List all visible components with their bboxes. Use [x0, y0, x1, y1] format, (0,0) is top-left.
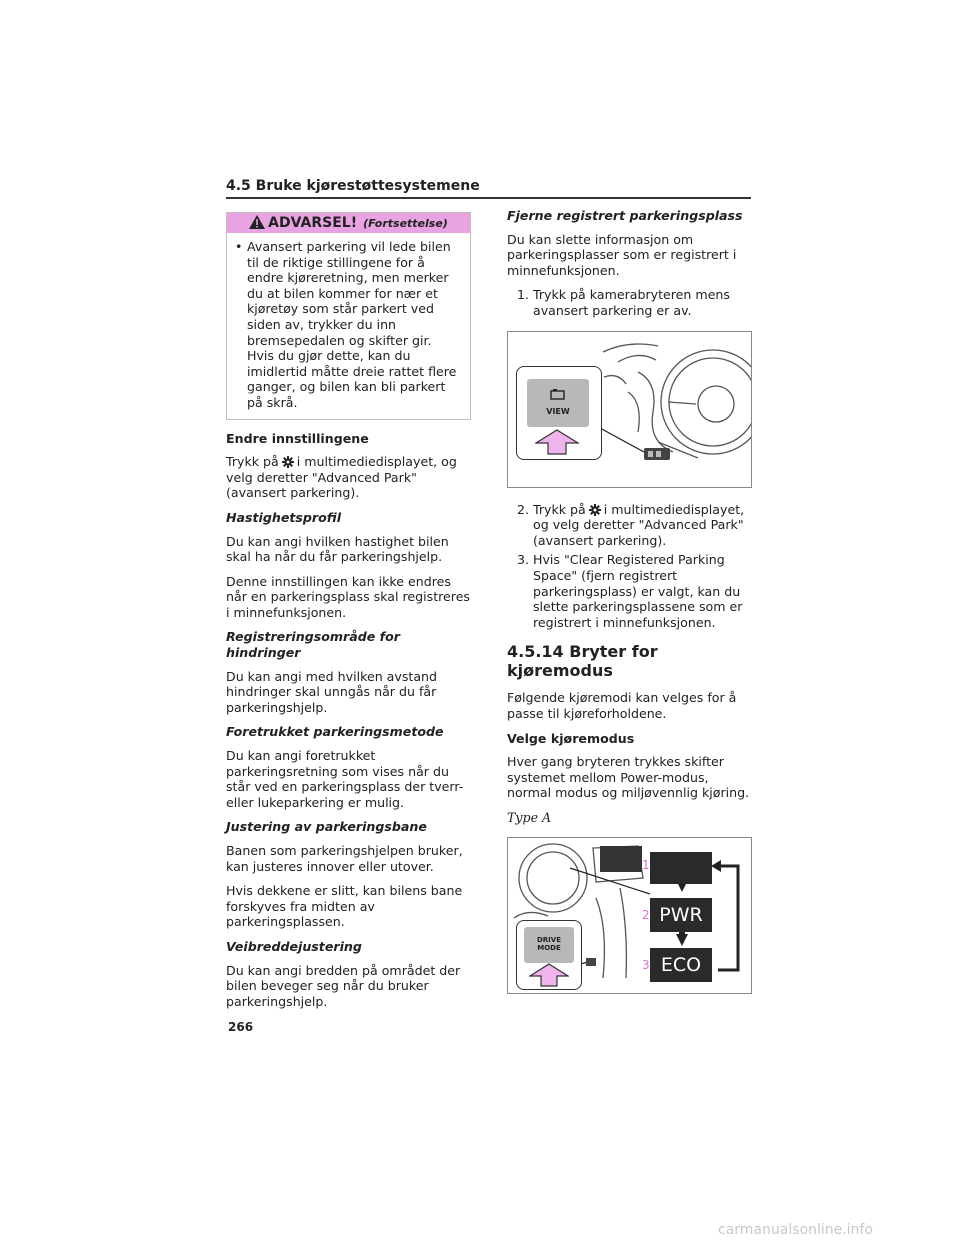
mode-number-3: 3 — [642, 958, 650, 973]
warning-continued: (Fortsettelse) — [363, 217, 448, 230]
warning-triangle-icon — [249, 215, 265, 229]
drive-mode-label-2: MODE — [537, 944, 561, 953]
endre-pre-text: Trykk på — [226, 454, 279, 470]
section-title: 4.5 Bruke kjørestøttesystemene — [226, 178, 480, 194]
heading-velge: Velge kjøremodus — [507, 730, 635, 746]
press-arrow-icon — [529, 963, 569, 987]
step-2-pre: Trykk på — [533, 501, 586, 517]
step-1-text: Trykk på kamerabryteren mens avansert parkering er av. — [533, 287, 730, 318]
camera-button-callout — [516, 366, 602, 460]
view-label: VIEW — [546, 406, 570, 416]
paragraph-hast-1: Du kan angi hvilken hastighet bilen skal ha når du får parkeringshjelp. — [226, 533, 449, 565]
mode-panel-1 — [650, 852, 712, 884]
mode-panel-pwr: PWR — [650, 898, 712, 932]
page-number: 266 — [228, 1020, 254, 1034]
mode-panel-eco: ECO — [650, 948, 712, 982]
paragraph-reg: Du kan angi med hvilken avstand hindringer skal unngås når du får parkeringshjelp. — [226, 668, 438, 715]
step-2-number: 2. — [517, 501, 530, 517]
drive-mode-button[interactable] — [524, 927, 574, 963]
warning-title: ADVARSEL! — [268, 215, 358, 231]
step-1-number: 1. — [517, 287, 530, 303]
step-3-number: 3. — [517, 552, 530, 568]
heading-justering: Justering av parkeringsbane — [226, 819, 427, 835]
drive-mode-label-1: DRIVE — [536, 936, 561, 945]
drive-mode-callout — [516, 920, 582, 990]
paragraph-sub: Følgende kjøremodi kan velges for å passe til kjøreforholdene. — [507, 690, 737, 721]
watermark: carmanualsonline.info — [718, 1222, 873, 1238]
figure-camera-button — [507, 331, 752, 488]
heading-fjerne: Fjerne registrert parkeringsplass — [507, 208, 743, 223]
view-button[interactable] — [527, 379, 589, 427]
step-1 — [517, 287, 752, 318]
subsection-heading: 4.5.14 Bryter for kjøremodus — [507, 642, 658, 681]
heading-foretrukket: Foretrukket parkeringsmetode — [226, 724, 444, 740]
bullet-dot: • — [235, 239, 243, 254]
gear-icon — [282, 456, 294, 468]
left-column — [226, 212, 471, 1018]
paragraph-foretr: Du kan angi foretrukket parkeringsretning som vises når du står ved en parkeringsplass der tverr- eller lukeparkering er mulig. — [226, 748, 464, 810]
paragraph-fjerne: Du kan slette informasjon om parkeringsplasser som er registrert i minnefunksjonen. — [507, 231, 737, 278]
step-2-post: i multimediedisplayet, og velg deretter "Advanced Park" (avansert parkering). — [533, 501, 745, 548]
step-3 — [517, 552, 752, 630]
step-3-text: Hvis "Clear Registered Parking Space" (fjern registrert parkeringsplass) er valgt, kan du slette parkeringsplassene som er registrert i minnefunksjonen. — [533, 552, 743, 630]
section-rule — [226, 197, 751, 199]
heading-veibredde: Veibreddejustering — [226, 938, 362, 954]
heading-endre: Endre innstillingene — [226, 430, 369, 446]
endre-post-text: i multimediedisplayet, og velg deretter "Advanced Park" (avansert parkering). — [226, 454, 457, 501]
step-2-text — [533, 502, 752, 549]
camera-icon — [550, 389, 566, 401]
right-column — [507, 208, 752, 994]
mode-number-2: 2 — [642, 908, 650, 923]
warning-header — [227, 213, 470, 233]
paragraph-just-1: Banen som parkeringshjelpen bruker, kan justeres innover eller utover. — [226, 843, 463, 874]
press-arrow-icon — [535, 429, 579, 455]
paragraph-veib: Du kan angi bredden på området der bilen beveger seg når du bruker parkeringshjelp. — [226, 962, 461, 1009]
type-label: Type A — [507, 809, 552, 825]
warning-bullet-item — [227, 233, 470, 419]
figure-drive-mode: PWR ECO 1 2 3 DRIVE MODE — [507, 837, 752, 994]
warning-box — [226, 212, 471, 420]
paragraph-velge: Hver gang bryteren trykkes skifter systemet mellom Power-modus, normal modus og miljøvennlig kjøring. — [507, 754, 750, 801]
paragraph-endre — [226, 454, 471, 501]
heading-registreringsomrade: Registreringsområde for hindringer — [226, 629, 400, 661]
paragraph-just-2: Hvis dekkene er slitt, kan bilens bane forskyves fra midten av parkeringsplassen. — [226, 883, 463, 930]
heading-hastighetsprofil: Hastighetsprofil — [226, 509, 342, 525]
paragraph-hast-2: Denne innstillingen kan ikke endres når en parkeringsplass skal registreres i minnefunksjonen. — [226, 573, 470, 620]
warning-bullet-text: Avansert parkering vil lede bilen til de riktige stillingene for å endre kjøreretning, men merker du at bilen kommer for nær et kjøretøy som står parkert ved siden av, trykker du inn bremsepedalen og skifter gir. Hvis du gjør dette, kan du imidlertid måtte dreie rattet flere ganger, og bilen kan bli parkert på skrå. — [247, 239, 457, 410]
step-2 — [517, 502, 752, 549]
gear-icon — [589, 504, 601, 516]
